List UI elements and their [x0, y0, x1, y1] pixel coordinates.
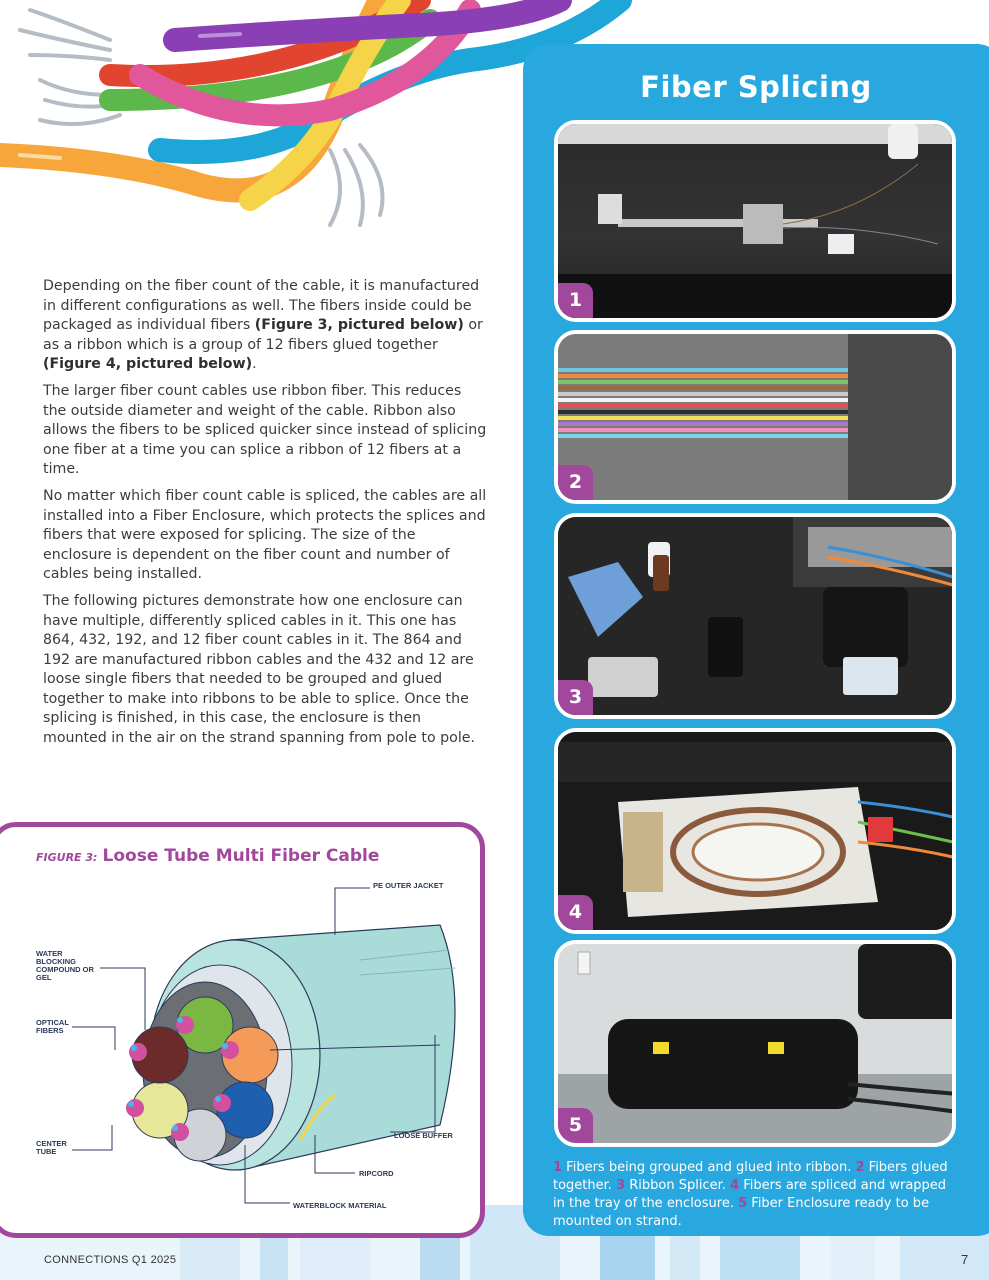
- photo-number-3: 3: [558, 680, 593, 715]
- figure-4-reference: (Figure 4, pictured below): [43, 356, 253, 373]
- caption-3: Ribbon Splicer.: [625, 1178, 731, 1193]
- label-center-tube: CENTER TUBE: [36, 1139, 67, 1156]
- photo-number-1: 1: [558, 283, 593, 318]
- caption-5: Fiber Enclosure ready to be mounted on strand.: [553, 1196, 930, 1229]
- photo-number-2: 2: [558, 465, 593, 500]
- photo-number-4: 4: [558, 895, 593, 930]
- label-optical-fibers: OPTICAL FIBERS: [36, 1018, 69, 1035]
- label-water-blocking: WATER BLOCKING COMPOUND OR GEL: [36, 949, 94, 982]
- caption-2: Fibers glued together.: [553, 1160, 948, 1193]
- article-body: [43, 277, 488, 756]
- figure-3-caption: [36, 846, 379, 866]
- photo-2: [554, 330, 956, 504]
- paragraph-3: No matter which fiber count cable is spliced, the cables are all installed into a Fiber Enclosure, which protects the splices and fibers that were exposed for splicing. The size of the enclosure is dependent on the fiber count and number of cables being installed.: [43, 487, 487, 583]
- caption-4: Fibers are spliced and wrapped in the tray of the enclosure.: [553, 1178, 947, 1211]
- paragraph-4: The following pictures demonstrate how one enclosure can have multiple, differently spliced cables in it. This one has 864, 432, 192, and 12 fiber count cables in it. The 864 and 192 are manufactured ribbon cables and the 432 and 12 are loose single fibers that needed to be grouped and glued together to make into ribbons to be able to splice. Once the splicing is finished, in this case, the enclosure is then mounted in the air on the strand spanning from pole to pole.: [43, 592, 476, 747]
- paragraph-2: The larger fiber count cables use ribbon fiber. This reduces the outside diameter and weight of the cable. Ribbon also allows the fibers to be spliced quicker since instead of splicing one fiber at a time you can splice a ribbon of 12 fibers at a time.: [43, 382, 487, 478]
- p1-text-a: Depending on the fiber count of the cable, it is manufactured in different configurations as well. The fibers inside could be packaged as individual fibers: [43, 278, 480, 334]
- photo-number-5: 5: [558, 1108, 593, 1143]
- p1-text-c: or as a ribbon which is a group of 12 fibers glued together: [43, 317, 483, 353]
- label-pe-outer-jacket: PE OUTER JACKET: [373, 881, 444, 890]
- fiber-enclosure-photo: [558, 944, 956, 1147]
- p1-text-e: .: [252, 356, 257, 373]
- photo-3: [554, 513, 956, 719]
- photo-captions: [553, 1159, 958, 1231]
- fiber-grouping-photo: [558, 124, 956, 322]
- photo-5: [554, 940, 956, 1147]
- photo-1: [554, 120, 956, 322]
- caption-1: Fibers being grouped and glued into ribbon.: [562, 1160, 856, 1175]
- label-waterblock-material: WATERBLOCK MATERIAL: [293, 1201, 387, 1210]
- caption-num-5: 5: [738, 1196, 748, 1211]
- label-loose-buffer: LOOSE BUFFER: [394, 1131, 453, 1140]
- caption-num-1: 1: [553, 1160, 563, 1175]
- ribbon-splicer-photo: [558, 517, 956, 719]
- panel-title: Fiber Splicing: [640, 70, 872, 104]
- caption-num-4: 4: [730, 1178, 740, 1193]
- paragraph-1: [43, 277, 488, 375]
- photo-4: [554, 728, 956, 934]
- figure-3-reference: (Figure 3, pictured below): [254, 317, 464, 334]
- ribbon-fiber-photo: [558, 334, 956, 504]
- figure-number: FIGURE 3:: [36, 851, 98, 864]
- page-number: 7: [961, 1252, 969, 1267]
- publication-footer: CONNECTIONS Q1 2025: [44, 1254, 177, 1266]
- figure-title: Loose Tube Multi Fiber Cable: [102, 846, 380, 866]
- caption-num-2: 2: [855, 1160, 865, 1175]
- label-ripcord: RIPCORD: [359, 1169, 394, 1178]
- caption-num-3: 3: [616, 1178, 626, 1193]
- loose-tube-cable-diagram: [0, 870, 480, 1230]
- enclosure-tray-photo: [558, 732, 956, 934]
